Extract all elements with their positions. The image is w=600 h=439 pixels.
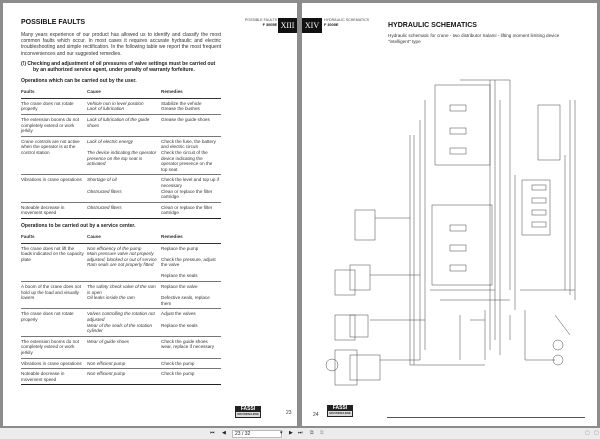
spool-valve xyxy=(532,185,546,190)
remedy-cell: Check the guide shoes wear, replace if necessary xyxy=(161,336,221,358)
chapter-number: XIV xyxy=(304,21,320,30)
table-row xyxy=(21,115,221,137)
table-row xyxy=(21,98,221,114)
page-number: 23 xyxy=(286,410,292,416)
running-header-model: F 3005E xyxy=(262,22,277,27)
spool-valve xyxy=(532,210,546,215)
cause-cell: Non efficiency of the pump Main pressure valve not properly adjusted, blocked or out of service Ram seals are not properly fitted xyxy=(87,243,161,282)
table-row xyxy=(21,309,221,336)
actuator-module xyxy=(335,315,355,340)
remedy-cell: Check the fuse, the battery and electric circuit Check the circuit of the device indicating the operator presence on the top seat xyxy=(161,136,221,175)
table-row xyxy=(21,175,221,202)
running-header xyxy=(245,18,277,27)
spool-valve xyxy=(450,128,466,134)
cause-cell: Lack of lubrication of the guide shoes xyxy=(87,115,161,137)
page-field-value: 23 / 32 xyxy=(235,430,251,437)
fassi-logo xyxy=(327,405,353,417)
cause-cell: Vehicle non in level position Lack of lubrication xyxy=(87,98,161,114)
spool-valve xyxy=(450,225,466,231)
service-faults-table xyxy=(21,233,221,385)
cause-cell: Shortage of oil Obstructed filters xyxy=(87,175,161,202)
chapter-tab xyxy=(278,18,297,33)
spool-valve xyxy=(450,265,466,271)
fault-cell: A boom of the crane does not hold up the load and visually lowers xyxy=(21,282,87,309)
remedy-cell: Replace the pump Check the pressure, adjust the valve Replace the seals xyxy=(161,243,221,282)
fault-cell: The extension booms do not completely extend or work jerkily xyxy=(21,115,87,137)
cause-cell: The safety check valve of the ram is open Oil leaks inside the ram xyxy=(87,282,161,309)
next-page-button[interactable]: ▶ xyxy=(289,430,293,436)
first-page-button[interactable]: ⏮ xyxy=(210,430,215,436)
page-title: POSSIBLE FAULTS xyxy=(21,19,86,26)
left-page-possible-faults xyxy=(3,3,297,426)
fault-cell: Noteable decrease in movement speed xyxy=(21,202,87,218)
user-faults-table xyxy=(21,88,221,219)
logo-text: FASSI xyxy=(332,405,348,411)
col-faults: Faults xyxy=(21,88,87,98)
remedy-cell: Stabilize the vehicle Grease the bushes xyxy=(161,98,221,114)
page-number-field[interactable] xyxy=(232,430,282,438)
spool-valve xyxy=(450,245,466,251)
warning-note: (!) Checking and adjustment of oil pressures of valve settings must be carried out by an authorized service agent, under penalty of warranty forfeiture. xyxy=(21,60,216,74)
fassi-logo xyxy=(235,406,261,418)
spool-valve xyxy=(450,148,466,154)
spool-valve xyxy=(532,198,546,203)
fault-cell: Vibrations in crane operations xyxy=(21,175,87,202)
table-row xyxy=(21,136,221,175)
pdf-viewer-toolbar xyxy=(0,428,600,439)
remedy-cell: Check the pump xyxy=(161,369,221,385)
remedy-cell: Clean or replace the filter cartridge xyxy=(161,202,221,218)
previous-page-button[interactable]: ◀ xyxy=(222,430,226,436)
remedy-cell: Adjust the valves Replace the seals xyxy=(161,309,221,336)
running-header-label: POSSIBLE FAULTS xyxy=(244,18,277,22)
table-row xyxy=(21,336,221,358)
fault-cell: The crane does not rotate properly xyxy=(21,309,87,336)
col-remedies: Remedies xyxy=(161,88,221,98)
single-page-view-icon[interactable]: ⧉ xyxy=(310,430,314,436)
remedy-cell: Check the level and top up if necessary Clean or replace the filter cartridge xyxy=(161,175,221,202)
cause-cell: Non efficient pump xyxy=(87,358,161,369)
fault-cell: The crane does not rotate properly xyxy=(21,98,87,114)
fit-width-icon[interactable]: ▢ xyxy=(594,430,599,436)
cause-cell: Wear of guide shoes xyxy=(87,336,161,358)
spool-valve xyxy=(450,105,466,111)
last-page-button[interactable]: ⏭ xyxy=(298,430,303,436)
hydraulic-line xyxy=(555,315,570,335)
pump-symbol xyxy=(553,340,563,350)
fault-cell: Noteable decrease in movement speed xyxy=(21,369,87,385)
chapter-number: XIII xyxy=(280,21,295,30)
actuator-module xyxy=(350,315,368,337)
remedy-cell: Replace the valve Defective seals, replace them xyxy=(161,282,221,309)
cause-cell: Non efficient pump xyxy=(87,369,161,385)
page-dropdown-icon[interactable]: ▾ xyxy=(280,430,283,436)
control-block xyxy=(538,105,560,160)
col-faults: Faults xyxy=(21,233,87,243)
table-row xyxy=(21,202,221,218)
valve-block xyxy=(435,85,490,165)
logo-text: FASSI xyxy=(240,406,256,412)
actuator-module xyxy=(350,355,380,380)
page-number: 24 xyxy=(313,412,319,418)
fault-cell: Vibrations in crane operations xyxy=(21,358,87,369)
running-header-model: F 3005E xyxy=(324,22,339,27)
fault-cell: The extension booms do not completely extend or work jerkily xyxy=(21,336,87,358)
chapter-tab xyxy=(302,18,322,33)
col-remedies: Remedies xyxy=(161,233,221,243)
fault-cell: The crane does not lift the loads indicated on the capacity plate xyxy=(21,243,87,282)
page-title: HYDRAULIC SCHEMATICS xyxy=(388,22,477,29)
actuator-module xyxy=(335,270,355,295)
logo-subtext: GRU IDRAULICHE xyxy=(237,413,259,416)
spool-valve xyxy=(532,222,546,227)
remedy-cell: Grease the guide shoes xyxy=(161,115,221,137)
footer-rule xyxy=(387,417,585,418)
running-header xyxy=(324,18,369,27)
motor-symbol xyxy=(326,359,338,371)
section-user-heading: Operations which can be carried out by the user. xyxy=(21,78,137,85)
table-row xyxy=(21,358,221,369)
col-cause: Cause xyxy=(87,88,161,98)
hydraulic-schematic-diagram xyxy=(310,60,590,390)
table-row xyxy=(21,369,221,385)
col-cause: Cause xyxy=(87,233,161,243)
remedy-cell: Check the pump xyxy=(161,358,221,369)
page-subtitle: Hydraulic schematic for crane - two distributor Salami - lifting moment limiting device "intelligent" type xyxy=(388,33,560,44)
faults-content xyxy=(21,32,221,385)
right-page-hydraulic-schematics xyxy=(302,3,597,426)
fit-page-icon[interactable]: ▢ xyxy=(585,430,590,436)
fault-cell: Crane controls are not active when the operator is at the control station xyxy=(21,136,87,175)
table-row xyxy=(21,282,221,309)
cause-cell: Lack of electric energy The device indicating the operator presence on the top seat is activated xyxy=(87,136,161,175)
actuator-module xyxy=(355,210,375,240)
facing-pages-view-icon[interactable]: ⧉ xyxy=(320,430,324,436)
section-service-heading: Operations to be carried out by a service center. xyxy=(21,222,136,229)
intro-paragraph: Many years experience of our product has allowed us to identify and classify the most common faults which occur. In most cases it requires accurate hydraulic and electric troubleshooting and simple rectification. In the following table we report the most frequent inconveniences and our suggested remedies. xyxy=(21,32,221,57)
table-row xyxy=(21,243,221,282)
cause-cell: Obstructed filters xyxy=(87,202,161,218)
actuator-module xyxy=(350,265,370,290)
running-header-label: HYDRAULIC SCHEMATICS xyxy=(324,18,370,22)
logo-subtext: GRU IDRAULICHE xyxy=(329,412,351,415)
cause-cell: Valves controlling the rotation not adjusted Wear of the seals of the rotation cylinder xyxy=(87,309,161,336)
